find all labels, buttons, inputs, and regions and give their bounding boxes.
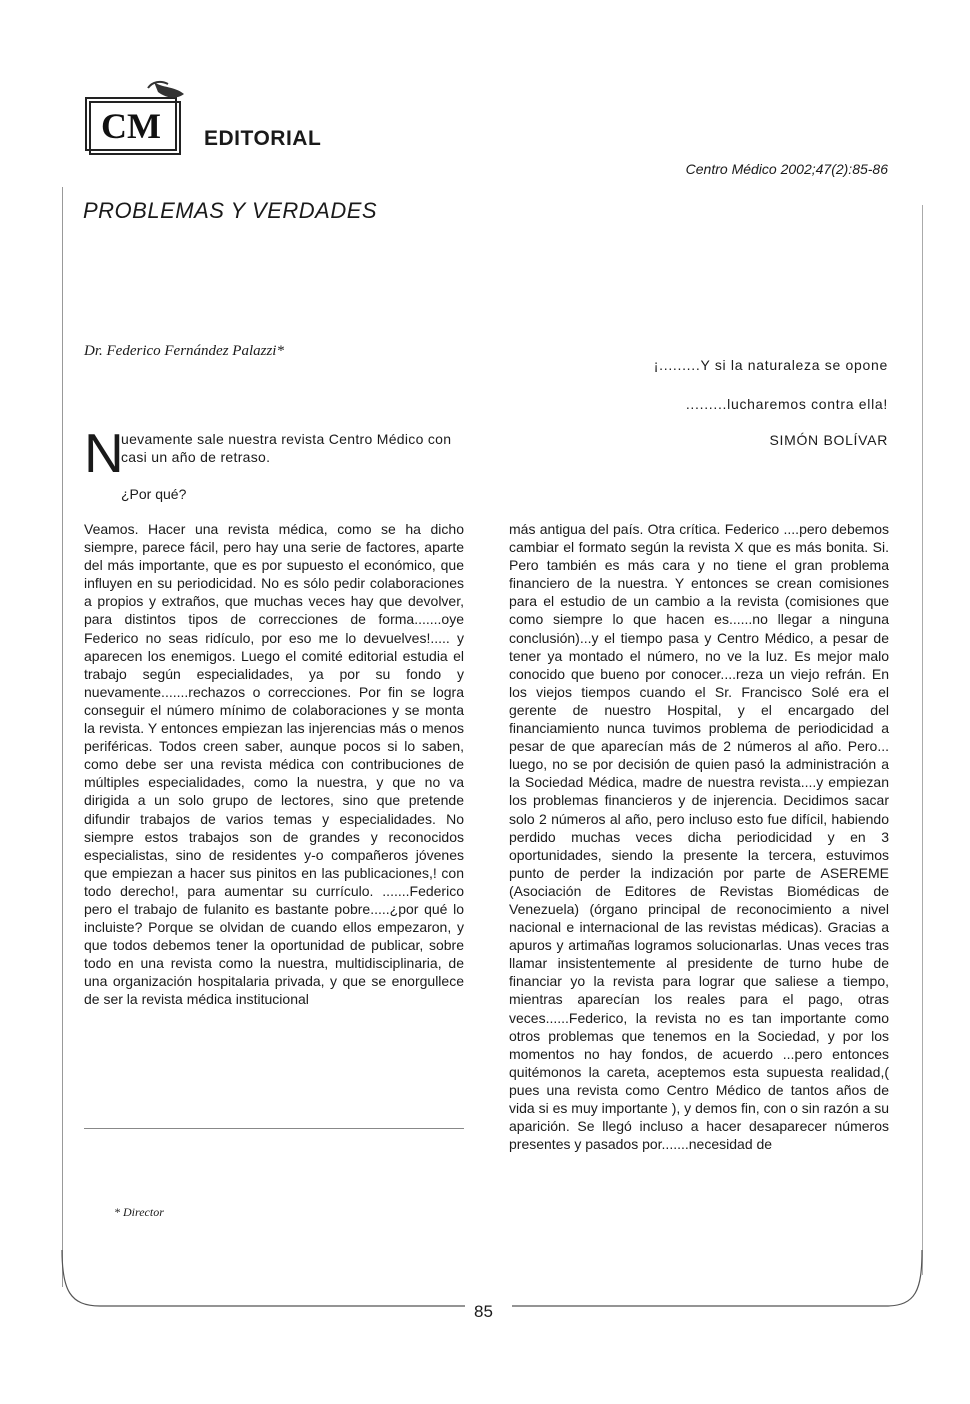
- footnote: * Director: [114, 1205, 164, 1219]
- leaf-icon: [154, 82, 184, 98]
- journal-citation: Centro Médico 2002;47(2):85-86: [685, 161, 888, 177]
- page-number: 85: [474, 1302, 493, 1321]
- epigraph-line-2: .........lucharemos contra ella!: [685, 396, 888, 412]
- page-bottom-rule: [60, 1250, 926, 1320]
- left-margin-line: [62, 187, 63, 1287]
- question-line: ¿Por qué?: [121, 486, 187, 502]
- epigraph-line-1: ¡.........Y si la naturaleza se opone: [653, 357, 888, 373]
- body-column-left: Veamos. Hacer una revista médica, como se ha dicho siempre, parece fácil, pero hay una serie de factores, aparte del más importante, que es por supuesto el económico, que influyen en su periodicidad. No es sólo pedir colaboraciones a propios y extraños, que muchas veces hay que devolver, para distintos tipos de correcciones de forma.......oye Federico no seas ridículo, por eso me lo devuelves!..... y aparecen los enemigos. Luego el comité editorial estudia el trabajo según especialidades, ya por su fondo y nuevamente.......rechazos o correcciones. Por fin se logra conseguir el número mínimo de colaboraciones y se monta la revista. Y entonces empiezan las injerencias más o menos periféricas. Todos creen saber, aunque pocos si lo saben, como debe ser una revista médica con contribuciones de múltiples especialidades, como la nuestra, y que no va dirigida a un solo grupo de lectores, sino que pretende difundir trabajos de varios temas y especialidades. No siempre estos trabajos son de grandes y reconocidos especialistas, sino de residentes y-o compañeros jóvenes que empiezan a hacer sus pinitos en las publicaciones,! con todo derecho!, para aumentar su currículo. .......Federico pero el trabajo de fulanito es bastante pobre.....¿por qué lo incluiste? Porque se olvidan de cuando ellos empezaron, y que todos debemos tener la oportunidad de publicar, sobre todo en una revista como la nuestra, multidisciplinaria, de una organización hospitalaria privada, y que se enorgullece de ser la revista médica institucional: [84, 521, 464, 1008]
- logo-text: CM: [101, 106, 161, 146]
- epigraph-attribution: SIMÓN BOLÍVAR: [769, 432, 888, 448]
- section-label: EDITORIAL: [204, 127, 322, 150]
- lead-paragraph: uevamente sale nuestra revista Centro Médico con casi un año de retraso.: [121, 431, 452, 465]
- body-column-right: más antigua del país. Otra crítica. Federico ....pero debemos cambiar el formato según la revista X que es más bonita. Si. Pero también es más cara y no tiene el gran problema financiero de la nuestra. Y entonces se crean comisiones para el estudio de un cambio a la revista (comisiones que como siempre lo que hacen es......no llegar a ninguna conclusión)...y el tiempo pasa y Centro Médico, a pesar de tener ya montado el número, no ve la luz. Es mejor malo conocido que bueno por conocer....reza un viejo refrán. En los viejos tiempos cuando el Sr. Francisco Solé era el gerente de nuestro Hospital, y el encargado del financiamiento nunca tuvimos problema de periodicidad a pesar de que aparecían más de 2 números al año. Pero... luego, no se por decisión de quien pasó la administración a la Sociedad Médica, madre de nuestra revista....y empiezan los problemas financieros y de injerencia. Decidimos sacar solo 2 números al año, pero incluso esto fue difícil, habiendo perdido muchas veces dicha periodicidad y en 3 oportunidades, siendo la presente la tercera, estuvimos punto de perder la indización por parte de ASEREME (Asociación de Editores de Revistas Biomédicas de Venezuela) (órgano principal de reconocimiento a nivel nacional e internacional de las revistas médicas). Gracias a apuros y artimañas logramos solucionarlas. Unas veces tras llamar insistentemente al presidente de turno hube de financiar yo la revista para lograr que saliese a tiempo, mientras aparecían los reales para el pago, otras veces......Federico, la revista no es tan importante como otros problemas que tenemos en la Sociedad, y por los momentos no hay fondos, de acuerdo ...pero entonces quitémonos la careta, aceptemos esta supuesta realidad,( pues una revista como Centro Médico de tantos años de vida si es muy importante ), y demos fin, con o sin razón a su aparición. Se llegó incluso a hacer desaparecer números presentes y pasados por.......necesidad de: [509, 521, 889, 1153]
- article-title: PROBLEMAS Y VERDADES: [83, 198, 378, 223]
- journal-logo: [84, 80, 194, 162]
- right-margin-line: [922, 205, 923, 1275]
- author-name: Dr. Federico Fernández Palazzi*: [84, 343, 284, 359]
- drop-cap: N: [84, 422, 124, 484]
- footnote-rule: [84, 1128, 464, 1129]
